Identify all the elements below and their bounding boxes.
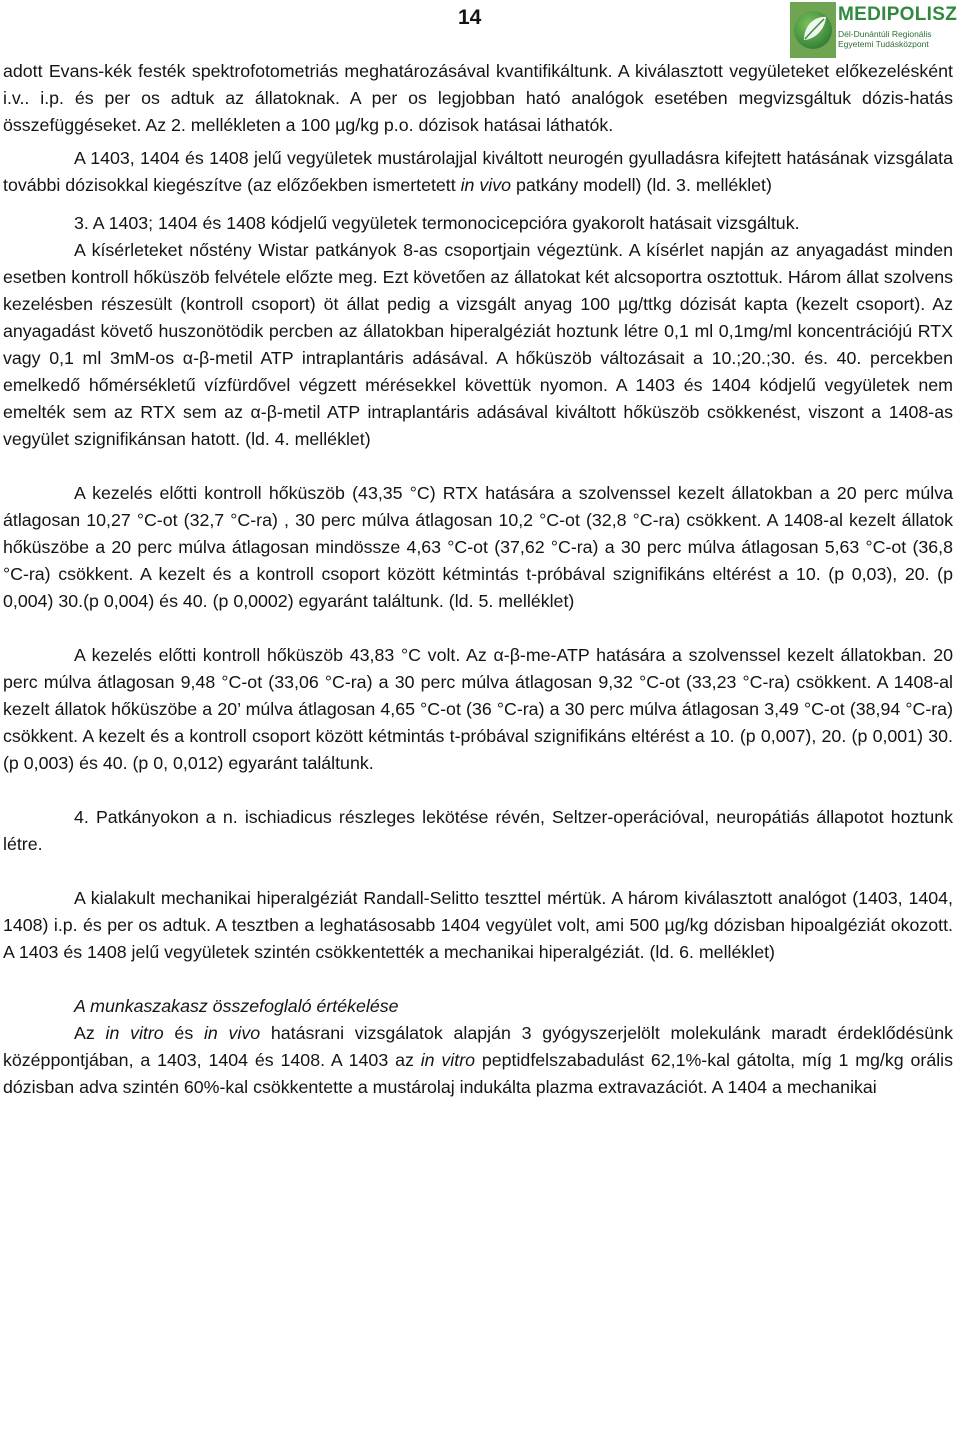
paragraph-neurogenic-test — [3, 145, 953, 199]
paragraph-intro: adott Evans-kék festék spektrofotometriás meghatározásával kvantifikáltunk. A kiválasztott vegyületeket előkezelésként i.v.. i.p. és per os adtuk az állatoknak. A per os legjobban ható analógok esetében megvizsgáltuk dózis-hatás összefüggéseket. Az 2. mellékleten a 100 µg/kg p.o. dózisok hatásai láthatók. — [3, 61, 953, 135]
summary-heading — [3, 993, 953, 1020]
text-span: és — [163, 1023, 204, 1043]
document-body — [3, 58, 953, 1101]
section-4-heading: 4. Patkányokon a n. ischiadicus részleges lekötése révén, Seltzer-operációval, neuropátiás állapotot hoztunk létre. — [3, 807, 953, 854]
text-span: peptidfelszabadulást 62,1%-kal gátolta, míg 1 mg/kg orális dózisban adva szintén 60%-kal csökkentette a mustárolaj indukálta plazma extravazációt. A 1404 a mechanikai — [3, 1050, 954, 1097]
logo-title: MEDIPOLISZ — [838, 4, 958, 25]
paragraph-methods: A kísérleteket nőstény Wistar patkányok 8-as csoportjain végeztünk. A kísérlet napján az anyagadást minden esetben kontroll hőküszöb felvétele előzte meg. Ezt követően az állatokat két alcsoportra osztottuk. Három állat szolvens kezelésben részesült (kontroll csoport) öt állat pedig a vizsgált anyag 100 µg/ttkg dózisát kapta (kezelt csoport). Az anyagadást követő huszonötödik percben az állatokban hiperalgéziát hoztunk létre 0,1 ml 0,1mg/ml koncentrációjú RTX vagy 0,1 ml 3mM-os α-β-metil ATP intraplantáris adásával. A hőküszöb változásait a 10.;20.;30. és. 40. percekben emelkedő hőmérsékletű vízfürdővel végzett mérésekkel követtük nyomon. A 1403 és 1404 kódjelű vegyületek nem emelték sem az RTX sem az α-β-metil ATP intraplantáris adásával kiváltott hőküszöb csökkenést, viszont a 1408-as vegyület szignifikánsan hatott. (ld. 4. melléklet) — [3, 240, 953, 449]
paragraph-summary — [3, 1020, 953, 1101]
page-number: 14 — [458, 6, 482, 29]
italic-span: in vivo — [203, 1023, 261, 1043]
paragraph-rtx-results: A kezelés előtti kontroll hőküszöb (43,35 °C) RTX hatására a szolvenssel kezelt állatokban a 20 perc múlva átlagosan 10,27 °C-ot (32,7 °C-ra) , 30 perc múlva átlagosan 10,2 °C-ot (32,8 °C-ra) csökkent. A 1408-al kezelt állatok hőküszöbe a 20 perc múlva átlagosan mindössze 4,63 °C-ot (37,62 °C-ra) a 30 perc múlva átlagosan 5,63 °C-ot (36,8 °C-ra) csökkent. A kezelt és a kontroll csoport között kétmintás t-próbával szignifikáns eltérést a 10. (p 0,03), 20. (p 0,004) 30.(p 0,004) és 40. (p 0,0002) egyaránt találtunk. (ld. 5. melléklet) — [3, 483, 953, 611]
paragraph-atp-results: A kezelés előtti kontroll hőküszöb 43,83 °C volt. Az α-β-me-ATP hatására a szolvenssel kezelt állatokban. 20 perc múlva átlagosan 9,48 °C-ot (33,06 °C-ra) a 30 perc múlva átlagosan 9,32 °C-ot (33,23 °C-ra) csökkent. A 1408-al kezelt állatok hőküszöbe a 20’ múlva átlagosan 4,65 °C-ot (36 °C-ra) a 30 perc múlva átlagosan 3,49 °C-ot (38,94 °C-ra) csökkent. A kezelt és a kontroll csoport között kétmintás t-próbával szignifikáns eltérést a 10. (p 0,007), 20. (p 0,001) 30.(p 0,003) és 40. (p 0, 0,012) egyaránt találtunk. — [3, 645, 953, 773]
italic-span: in vitro — [420, 1050, 476, 1070]
section-3-heading: 3. A 1403; 1404 és 1408 kódjelű vegyületek termonocicepcióra gyakorolt hatásait vizsgáltuk. — [74, 213, 800, 233]
logo-subtitle-line-1: Dél-Dunántúli Regionális — [838, 29, 932, 39]
green-leaf-circle-icon — [790, 2, 836, 58]
italic-span: in vitro — [105, 1023, 164, 1043]
italic-span: in vivo — [460, 175, 512, 195]
text-span: A 1403, 1404 és 1408 jelű vegyületek mustárolajjal kiváltott neurogén gyulladásra kifejtett hatásának vizsgálata további dózisokkal kiegészítve (az előzőekben ismertetett — [3, 148, 953, 195]
text-span: hatásrani vizsgálatok alapján 3 gyógyszerjelölt molekulánk maradt érdeklődésünk középpontjában, a 1403, 1404 és 1408. A 1403 az — [3, 1023, 953, 1070]
summary-heading-text: A munkaszakasz összefoglaló értékelése — [74, 996, 399, 1016]
text-span: Az — [74, 1023, 106, 1043]
logo-subtitle — [838, 29, 932, 49]
logo-subtitle-line-2: Egyetemi Tudásközpont — [838, 39, 929, 49]
medipolisz-logo — [790, 2, 958, 60]
paragraph-randall-selitto: A kialakult mechanikai hiperalgéziát Randall-Selitto teszttel mértük. A három kiválasztott analógot (1403, 1404, 1408) i.p. és per os adtuk. A tesztben a leghatásosabb 1404 vegyület volt, ami 500 µg/kg dózisban hipoalgéziát okozott. A 1403 és 1408 jelű vegyületek szintén csökkentették a mechanikai hiperalgéziát. (ld. 6. melléklet) — [3, 888, 953, 962]
text-span: patkány modell) (ld. 3. melléklet) — [511, 175, 772, 195]
